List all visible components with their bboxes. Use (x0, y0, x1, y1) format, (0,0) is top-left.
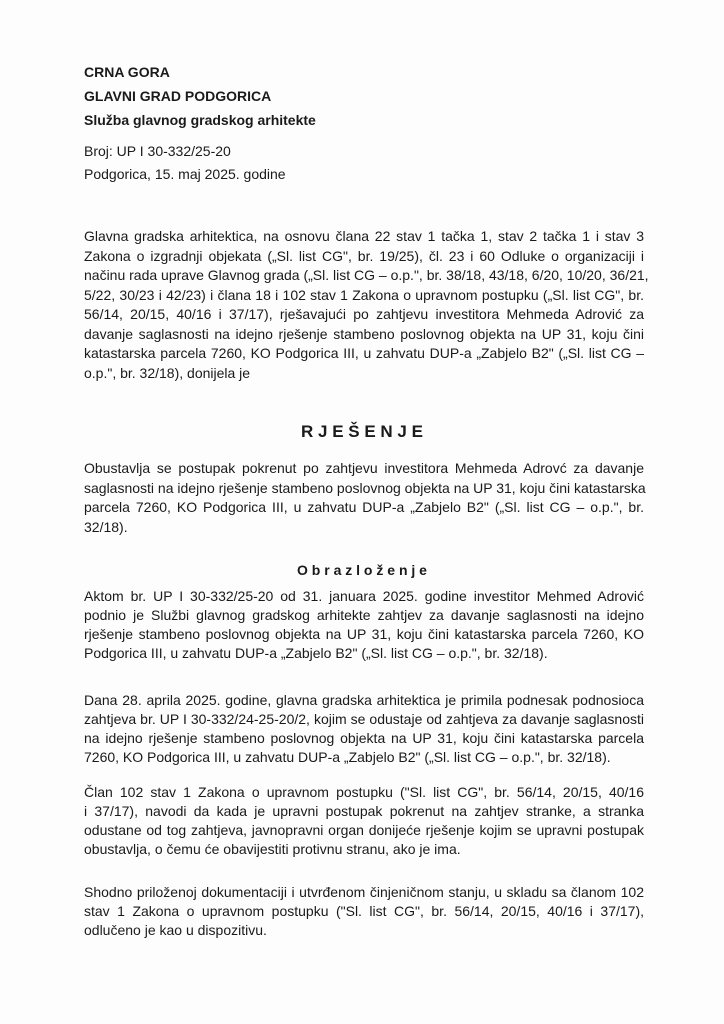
text-line: odlučeno je kao u dispozitivu. (84, 922, 267, 938)
text-line: Zakona o izgradnji objekata („Sl. list CG", br. 19/25), čl. 23 i 60 Odluke o organizaciji i (84, 247, 644, 264)
text-line: parcela 7260, KO Podgorica III, u zahvatu DUP-a „Zabjelo B2" („Sl. list CG – o.p.", br. (84, 499, 644, 515)
text-line: davanje saglasnosti na idejno rješenje stambeno poslovnog objekta na UP 31, koju čini (84, 325, 644, 342)
text-line: podnio je Službi glavnog gradskog arhitekte zahtjev za davanje saglasnosti na idejno (84, 607, 644, 623)
text-line: rješenje stambeno poslovnog objekta na UP 31, koju čini katastarska parcela 7260, KO (84, 626, 644, 642)
text-line: 56/14, 20/15, 40/16 i 37/17), rješavajući po zahtjevu investitora Mehmeda Adrović za (84, 306, 644, 322)
text-line: Shodno priloženoj dokumentaciji i utvrđenom činjeničnom stanju, u skladu sa članom 102 (84, 884, 644, 900)
text-line: i 37/17), navodi da kada je upravni postupak pokrenut na zahtjev stranke, a stranka (84, 803, 644, 819)
text-line: saglasnosti na idejno rješenje stambeno poslovnog objekta na UP 31, koju čini katastarska (84, 479, 646, 496)
header-office: Služba glavnog gradskog arhitekte (84, 112, 316, 128)
text-line: 5/22, 30/23 i 42/23) i člana 18 i 102 stav 1 Zakona o upravnom postupku („Sl. list CG", br. (84, 286, 644, 303)
text-line: obustavlja, o čemu će obavijestiti protivnu stranu, ako je ima. (84, 841, 461, 857)
reasoning-title: O b r a z l o ž e n j e (297, 562, 427, 578)
header-city: GLAVNI GRAD PODGORICA (84, 88, 272, 104)
text-line: Aktom br. UP I 30-332/25-20 od 31. januara 2025. godine investitor Mehmed Adrović (84, 588, 644, 604)
document-date: Podgorica, 15. maj 2025. godine (84, 166, 286, 182)
text-line: Dana 28. aprila 2025. godine, glavna gradska arhitektica je primila podnesak podnosioca (84, 692, 644, 708)
text-line: na idejno rješenje stambeno poslovnog objekta na UP 31, koju čini katastarska parcela (84, 730, 644, 746)
text-line: o.p.", br. 32/18), donijela je (84, 364, 251, 381)
text-line: Član 102 stav 1 Zakona o upravnom postupku ("Sl. list CG", br. 56/14, 20/15, 40/16 (84, 784, 644, 800)
text-line: 32/18). (84, 518, 128, 535)
text-line: Glavna gradska arhitektica, na osnovu člana 22 stav 1 tačka 1, stav 2 tačka 1 i stav 3 (84, 228, 644, 244)
text-line: stav 1 Zakona o upravnom postupku ("Sl. list CG", br. 56/14, 20/15, 40/16 i 37/17), (84, 903, 644, 919)
decision-title: R J E Š E N J E (301, 422, 423, 441)
header-country: CRNA GORA (84, 64, 170, 80)
text-line: 7260, KO Podgorica III, u zahvatu DUP-a „Zabjelo B2" („Sl. list CG – o.p.", br. 32/18). (84, 749, 611, 765)
document-number: Broj: UP I 30-332/25-20 (84, 143, 231, 159)
text-line: odustane od tog zahtjeva, javnopravni organ donijeće rješenje kojim se upravni postupak (84, 822, 644, 838)
text-line: katastarska parcela 7260, KO Podgorica III, u zahvatu DUP-a „Zabjelo B2" („Sl. list CG – (84, 345, 644, 361)
text-line: zahtjeva br. UP I 30-332/24-25-20/2, kojim se odustaje od zahtjeva za davanje saglasnosti (84, 711, 644, 727)
text-line: načinu rada uprave Glavnog grada („Sl. list CG – o.p.", br. 38/18, 43/18, 6/20, 10/20, 36/21, (84, 267, 649, 283)
text-line: Obustavlja se postupak pokrenut po zahtjevu investitora Mehmeda Adrovć za davanje (84, 460, 644, 476)
text-line: Podgorica III, u zahvatu DUP-a „Zabjelo B2" („Sl. list CG – o.p.", br. 32/18). (84, 645, 548, 661)
